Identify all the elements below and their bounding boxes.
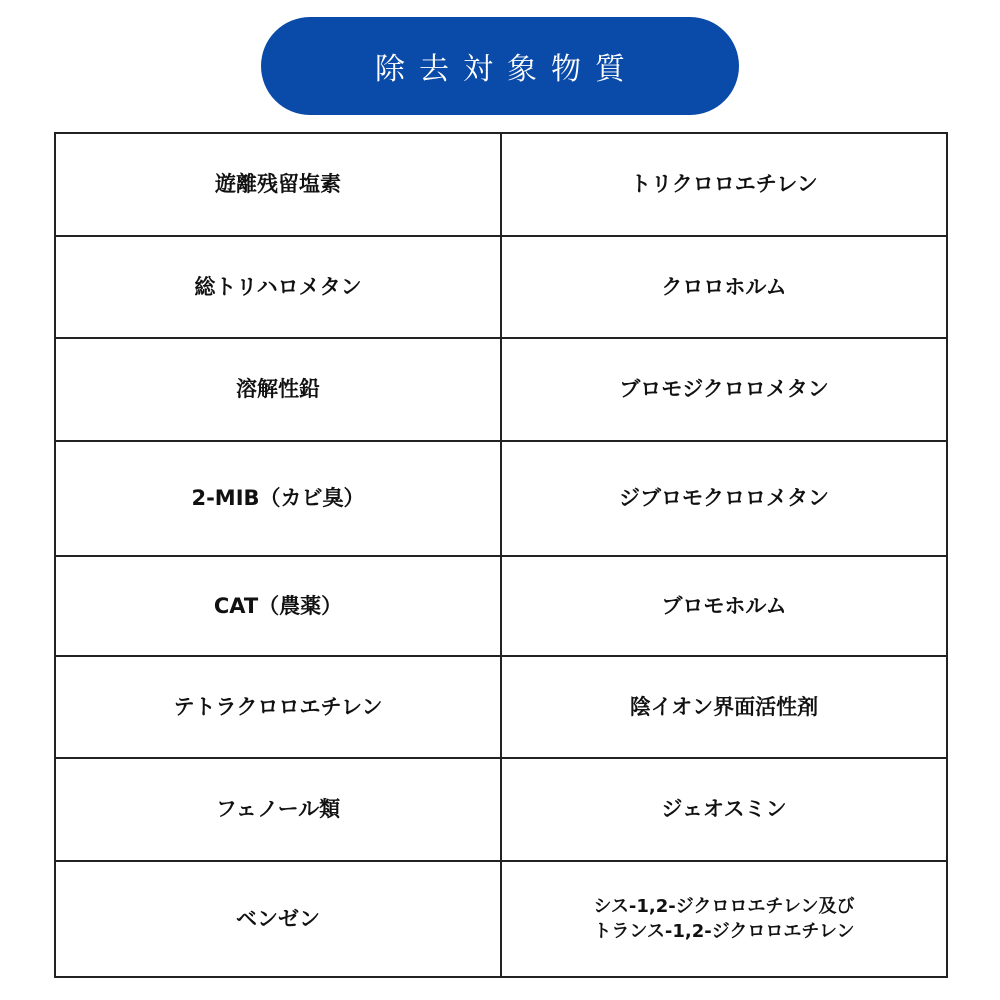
table-row xyxy=(55,338,947,441)
table-row xyxy=(55,861,947,977)
table-cell-left: 遊離残留塩素 xyxy=(55,133,501,236)
table-cell-right: ブロモジクロロメタン xyxy=(501,338,947,441)
table-row xyxy=(55,236,947,338)
table-cell-left: CAT（農薬） xyxy=(55,556,501,656)
cell-line: トランス-1,2-ジクロロエチレン xyxy=(593,921,855,942)
table-row xyxy=(55,556,947,656)
table-cell-left: 2-MIB（カビ臭） xyxy=(55,441,501,556)
cell-line: シス-1,2-ジクロロエチレン及び xyxy=(593,895,855,917)
table-row xyxy=(55,133,947,236)
table-cell-left: 溶解性鉛 xyxy=(55,338,501,441)
table-cell-right: トリクロロエチレン xyxy=(501,133,947,236)
substance-table xyxy=(54,132,948,978)
table-cell-right: 陰イオン界面活性剤 xyxy=(501,656,947,758)
table-row xyxy=(55,656,947,758)
table-cell-left: フェノール類 xyxy=(55,758,501,861)
table-cell-right xyxy=(501,861,947,977)
table-cell-left: ベンゼン xyxy=(55,861,501,977)
table-cell-left: 総トリハロメタン xyxy=(55,236,501,338)
table-row xyxy=(55,441,947,556)
table-cell-right: ブロモホルム xyxy=(501,556,947,656)
page-title: 除去対象物質 xyxy=(375,52,639,87)
title-pill xyxy=(261,17,739,115)
table-cell-left: テトラクロロエチレン xyxy=(55,656,501,758)
table-cell-right: クロロホルム xyxy=(501,236,947,338)
table-row xyxy=(55,758,947,861)
table-cell-right: ジブロモクロロメタン xyxy=(501,441,947,556)
table-cell-right: ジェオスミン xyxy=(501,758,947,861)
